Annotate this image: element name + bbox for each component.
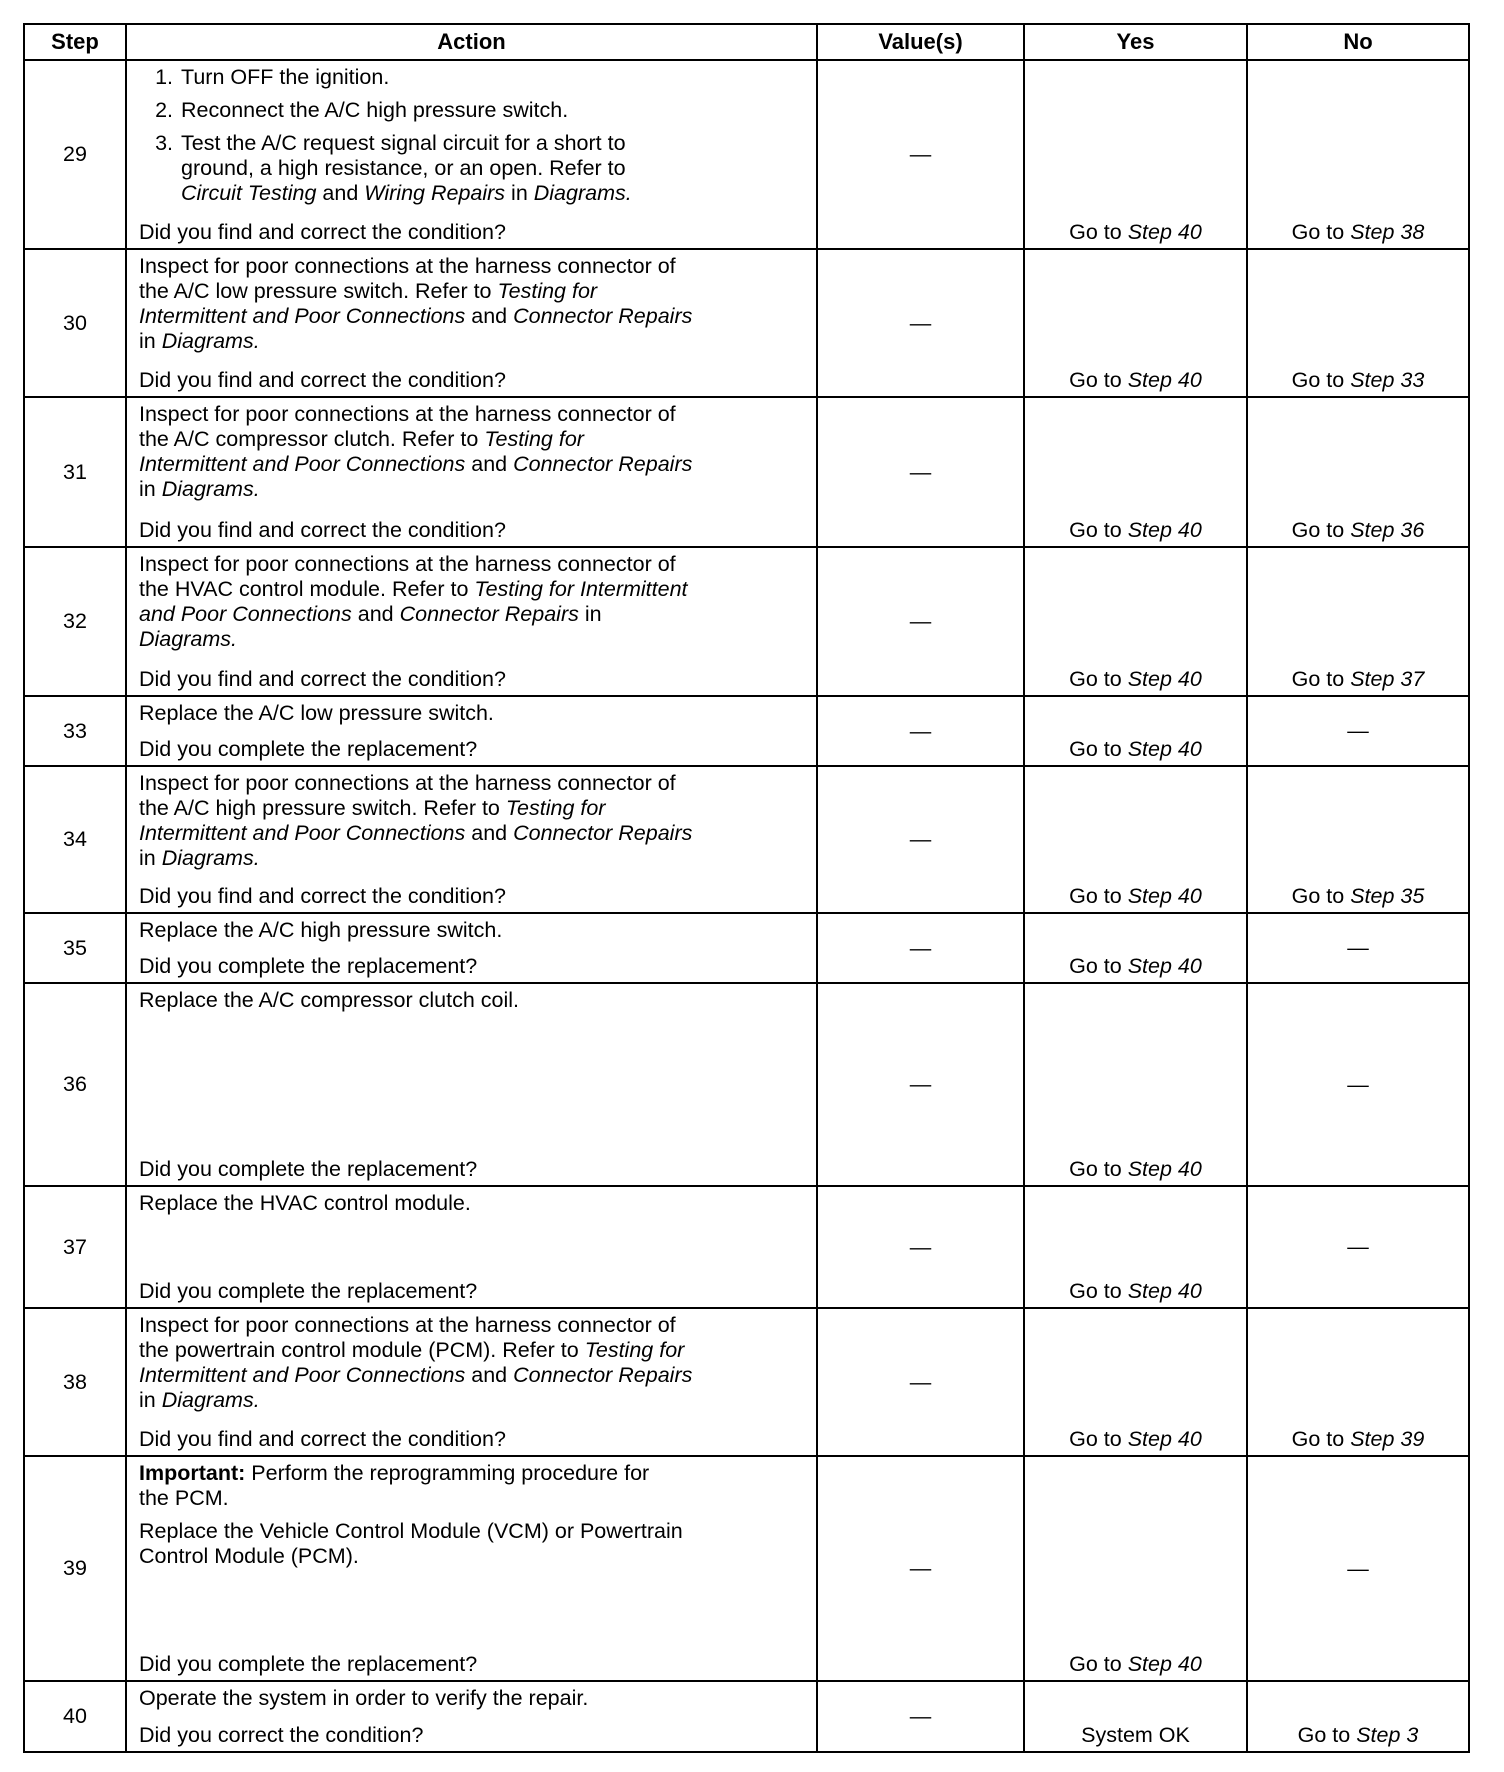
action-question: Did you complete the replacement? [139, 1157, 478, 1181]
action-line [181, 65, 389, 90]
yes-next-step-link[interactable] [1025, 884, 1246, 909]
step-reference: Step 35 [1350, 884, 1425, 908]
reference-link-text: Diagrams. [161, 329, 260, 353]
table-row [24, 249, 1469, 397]
go-to-text: Go to [1069, 368, 1128, 392]
action-question: Did you find and correct the condition? [139, 518, 506, 542]
reference-link-text: Diagrams. [139, 627, 237, 651]
action-paragraph [139, 918, 806, 943]
action-text [139, 701, 806, 726]
no-next-step-link[interactable] [1248, 1427, 1468, 1452]
yes-cell [1024, 547, 1247, 696]
action-text-segment: Inspect for poor connections at the harness connector of [139, 254, 676, 278]
list-text [181, 131, 632, 206]
action-cell [126, 397, 817, 547]
no-cell [1247, 1308, 1469, 1456]
action-text-segment: Inspect for poor connections at the harness connector of [139, 552, 676, 576]
action-paragraph [139, 131, 806, 206]
step-reference: Step 40 [1127, 1427, 1202, 1451]
step-reference: Step 40 [1127, 1652, 1202, 1676]
yes-next-step-link[interactable] [1025, 1723, 1246, 1748]
action-text [139, 988, 806, 1013]
header-step: Step [24, 24, 126, 60]
action-text-segment: Reconnect the A/C high pressure switch. [181, 98, 569, 122]
list-text [181, 65, 389, 90]
no-cell [1247, 983, 1469, 1186]
yes-next-step-link[interactable] [1025, 737, 1246, 762]
reference-link-text: Intermittent and Poor Connections [139, 1363, 466, 1387]
reference-link-text: Testing for [584, 1338, 685, 1362]
action-paragraph [139, 65, 806, 90]
yes-next-step-link[interactable] [1025, 954, 1246, 979]
go-to-text: Go to [1291, 1427, 1351, 1451]
action-line [139, 1486, 806, 1511]
go-to-text: System OK [1081, 1723, 1190, 1747]
action-line [139, 452, 806, 477]
go-to-text: Go to [1069, 1652, 1128, 1676]
yes-cell [1024, 983, 1247, 1186]
action-line [139, 796, 806, 821]
action-text-segment: and [465, 821, 514, 845]
action-text-segment: Turn OFF the ignition. [181, 65, 390, 89]
action-question: Did you find and correct the condition? [139, 1427, 506, 1451]
action-line [139, 846, 806, 871]
table-row [24, 913, 1469, 983]
step-reference: Step 40 [1127, 884, 1202, 908]
yes-next-step-link[interactable] [1025, 1652, 1246, 1677]
header-action: Action [126, 24, 817, 60]
no-cell [1247, 397, 1469, 547]
no-action-dash: — [1347, 1234, 1369, 1259]
reference-link-text: Testing for [505, 796, 606, 820]
action-text-segment: in [505, 181, 534, 205]
action-line [139, 1363, 806, 1388]
list-text [181, 98, 568, 123]
step-reference: Step 40 [1127, 518, 1202, 542]
action-line [139, 1313, 806, 1338]
action-text-segment: Control Module (PCM). [139, 1544, 359, 1568]
header-no: No [1247, 24, 1469, 60]
action-question: Did you complete the replacement? [139, 1279, 478, 1303]
action-text-segment: Inspect for poor connections at the harness connector of [139, 1313, 676, 1337]
value-cell: — [817, 1308, 1024, 1456]
reference-link-text: Connector Repairs [513, 304, 693, 328]
reference-link-text: Connector Repairs [513, 1363, 693, 1387]
yes-cell [1024, 766, 1247, 913]
action-text-segment: and [465, 304, 514, 328]
action-line [181, 131, 632, 156]
action-text-segment: Important: [139, 1461, 246, 1485]
action-text-segment: and [351, 602, 400, 626]
no-cell [1247, 547, 1469, 696]
action-text-segment: the A/C compressor clutch. Refer to [139, 427, 485, 451]
action-paragraph [139, 1519, 806, 1569]
step-reference: Step 39 [1350, 1427, 1425, 1451]
go-to-text: Go to [1069, 954, 1128, 978]
action-line [139, 402, 806, 427]
action-line [139, 1191, 806, 1216]
yes-cell [1024, 696, 1247, 766]
action-question: Did you find and correct the condition? [139, 368, 506, 392]
action-text-segment: in [139, 329, 162, 353]
action-line [139, 1544, 806, 1569]
no-next-step-link[interactable] [1248, 667, 1468, 692]
no-cell [1247, 60, 1469, 249]
yes-next-step-link[interactable] [1025, 1157, 1246, 1182]
value-cell: — [817, 249, 1024, 397]
action-text-segment: Test the A/C request signal circuit for a short to [181, 131, 626, 155]
action-text-segment: in [139, 1388, 162, 1412]
action-line [181, 156, 632, 181]
action-line [181, 181, 632, 206]
action-text [139, 402, 806, 502]
header-yes: Yes [1024, 24, 1247, 60]
action-text-segment: in [139, 846, 162, 870]
go-to-text: Go to [1291, 884, 1351, 908]
step-reference: Step 40 [1127, 954, 1202, 978]
yes-cell [1024, 913, 1247, 983]
step-reference: Step 40 [1127, 1279, 1202, 1303]
no-cell [1247, 913, 1469, 983]
action-text-segment: in [578, 602, 602, 626]
go-to-text: Go to [1069, 1279, 1128, 1303]
no-cell [1247, 1681, 1469, 1752]
value-cell: — [817, 1186, 1024, 1308]
step-number: 29 [24, 60, 126, 249]
reference-link-text: Testing for [484, 427, 584, 451]
action-paragraph [139, 98, 806, 123]
action-text-segment: Inspect for poor connections at the harness connector of [139, 771, 676, 795]
step-number: 36 [24, 983, 126, 1186]
action-cell [126, 249, 817, 397]
reference-link-text: and Poor Connections [139, 602, 352, 626]
no-action-dash: — [1347, 1556, 1369, 1580]
yes-next-step-link[interactable] [1025, 368, 1246, 393]
action-paragraph [139, 1461, 806, 1511]
value-cell: — [817, 397, 1024, 547]
go-to-text: Go to [1291, 368, 1351, 392]
action-paragraph [139, 701, 806, 726]
value-cell: — [817, 547, 1024, 696]
action-paragraph [139, 552, 806, 652]
action-line [139, 988, 806, 1013]
yes-next-step-link[interactable] [1025, 518, 1246, 543]
action-text [139, 254, 806, 354]
action-text-segment: Replace the Vehicle Control Module (VCM) or Powertrain [139, 1519, 683, 1543]
yes-next-step-link[interactable] [1025, 667, 1246, 692]
action-paragraph [139, 988, 806, 1013]
no-next-step-link[interactable] [1248, 1723, 1468, 1748]
yes-cell [1024, 1186, 1247, 1308]
action-line [139, 304, 806, 329]
go-to-text: Go to [1069, 737, 1128, 761]
reference-link-text: Intermittent and Poor Connections [139, 821, 466, 845]
reference-link-text: Diagrams. [161, 477, 260, 501]
action-line [139, 602, 806, 627]
action-cell [126, 913, 817, 983]
table-row [24, 60, 1469, 249]
action-text-segment: the powertrain control module (PCM). Refer to [139, 1338, 585, 1362]
reference-link-text: Diagrams. [161, 846, 260, 870]
go-to-text: Go to [1069, 220, 1128, 244]
step-number: 33 [24, 696, 126, 766]
action-line [139, 279, 806, 304]
action-question: Did you find and correct the condition? [139, 667, 506, 691]
value-cell: — [817, 766, 1024, 913]
reference-link-text: Intermittent and Poor Connections [139, 452, 466, 476]
step-reference: Step 40 [1127, 220, 1202, 244]
list-number: 1. [155, 65, 173, 89]
step-number: 37 [24, 1186, 126, 1308]
table-row [24, 547, 1469, 696]
action-question: Did you find and correct the condition? [139, 884, 506, 908]
action-line [139, 1519, 806, 1544]
go-to-text: Go to [1291, 518, 1351, 542]
action-text [139, 918, 806, 943]
action-text-segment: Replace the A/C low pressure switch. [139, 701, 494, 725]
step-reference: Step 40 [1127, 1157, 1202, 1181]
reference-link-text: Testing for [497, 279, 598, 303]
no-action-dash: — [1347, 1072, 1369, 1096]
action-text-segment: the HVAC control module. Refer to [139, 577, 475, 601]
action-question: Did you complete the replacement? [139, 737, 478, 761]
value-cell: — [817, 60, 1024, 249]
table-row [24, 397, 1469, 547]
value-cell: — [817, 1456, 1024, 1681]
action-cell [126, 1681, 817, 1752]
action-text-segment: and [465, 1363, 514, 1387]
action-cell [126, 1308, 817, 1456]
step-reference: Step 3 [1356, 1723, 1419, 1747]
action-line [139, 477, 806, 502]
yes-cell [1024, 1308, 1247, 1456]
table-row [24, 1186, 1469, 1308]
table-row [24, 696, 1469, 766]
yes-next-step-link[interactable] [1025, 220, 1246, 245]
step-reference: Step 40 [1127, 737, 1202, 761]
reference-link-text: Connector Repairs [513, 452, 693, 476]
action-cell [126, 983, 817, 1186]
action-text-segment: Replace the HVAC control module. [139, 1191, 471, 1215]
action-text-segment: Perform the reprogramming procedure for [245, 1461, 650, 1485]
action-text [139, 1461, 806, 1569]
step-reference: Step 40 [1127, 368, 1202, 392]
action-line [139, 329, 806, 354]
action-text-segment: the A/C high pressure switch. Refer to [139, 796, 506, 820]
action-question: Did you correct the condition? [139, 1723, 424, 1747]
action-text [139, 771, 806, 871]
list-number: 2. [155, 98, 173, 122]
action-line [139, 1338, 806, 1363]
action-text-segment: and [465, 452, 514, 476]
action-text-segment: Replace the A/C compressor clutch coil. [139, 988, 519, 1012]
action-text-segment: the A/C low pressure switch. Refer to [139, 279, 498, 303]
go-to-text: Go to [1291, 667, 1351, 691]
go-to-text: Go to [1069, 1157, 1128, 1181]
yes-cell [1024, 397, 1247, 547]
action-text-segment: ground, a high resistance, or an open. Refer to [181, 156, 626, 180]
step-number: 39 [24, 1456, 126, 1681]
go-to-text: Go to [1069, 884, 1128, 908]
action-paragraph [139, 1686, 806, 1711]
header-row [24, 24, 1469, 60]
action-paragraph [139, 254, 806, 354]
action-text-segment: Operate the system in order to verify the repair. [139, 1686, 589, 1710]
action-line [139, 771, 806, 796]
value-cell: — [817, 1681, 1024, 1752]
go-to-text: Go to [1297, 1723, 1357, 1747]
action-text [139, 552, 806, 652]
step-number: 30 [24, 249, 126, 397]
yes-cell [1024, 60, 1247, 249]
no-action-dash: — [1347, 935, 1369, 960]
action-text-segment: Inspect for poor connections at the harness connector of [139, 402, 676, 426]
go-to-text: Go to [1291, 220, 1351, 244]
action-line [181, 98, 568, 123]
action-text-segment: Replace the A/C high pressure switch. [139, 918, 503, 942]
no-cell [1247, 1456, 1469, 1681]
action-cell [126, 1456, 817, 1681]
step-reference: Step 33 [1350, 368, 1425, 392]
step-number: 32 [24, 547, 126, 696]
action-text-segment: the PCM. [139, 1486, 229, 1510]
action-question: Did you complete the replacement? [139, 954, 478, 978]
no-cell [1247, 1186, 1469, 1308]
go-to-text: Go to [1069, 1427, 1128, 1451]
table-row [24, 983, 1469, 1186]
reference-link-text: Wiring Repairs [364, 181, 506, 205]
yes-cell [1024, 1456, 1247, 1681]
action-cell [126, 696, 817, 766]
step-number: 34 [24, 766, 126, 913]
header-values: Value(s) [817, 24, 1024, 60]
action-paragraph [139, 402, 806, 502]
action-text [139, 65, 806, 206]
action-line [139, 552, 806, 577]
yes-cell [1024, 1681, 1247, 1752]
action-line [139, 427, 806, 452]
no-next-step-link[interactable] [1248, 368, 1468, 393]
action-text-segment: in [139, 477, 162, 501]
no-next-step-link[interactable] [1248, 884, 1468, 909]
step-number: 35 [24, 913, 126, 983]
value-cell: — [817, 696, 1024, 766]
table-row [24, 1456, 1469, 1681]
action-cell [126, 547, 817, 696]
action-cell [126, 766, 817, 913]
step-number: 40 [24, 1681, 126, 1752]
list-number: 3. [155, 131, 173, 155]
action-line [139, 1461, 806, 1486]
action-cell [126, 60, 817, 249]
no-cell [1247, 249, 1469, 397]
action-text [139, 1313, 806, 1413]
no-action-dash: — [1347, 718, 1369, 743]
reference-link-text: Connector Repairs [399, 602, 579, 626]
table-row [24, 1308, 1469, 1456]
action-line [139, 918, 806, 943]
yes-cell [1024, 249, 1247, 397]
action-paragraph [139, 1191, 806, 1216]
step-reference: Step 38 [1350, 220, 1425, 244]
action-line [139, 701, 806, 726]
action-question: Did you complete the replacement? [139, 1652, 478, 1676]
reference-link-text: Circuit Testing [181, 181, 317, 205]
step-reference: Step 40 [1127, 667, 1202, 691]
reference-link-text: Testing for Intermittent [474, 577, 688, 601]
action-paragraph [139, 771, 806, 871]
value-cell: — [817, 983, 1024, 1186]
step-number: 31 [24, 397, 126, 547]
reference-link-text: Diagrams. [533, 181, 632, 205]
action-line [139, 577, 806, 602]
step-reference: Step 36 [1350, 518, 1425, 542]
reference-link-text: Intermittent and Poor Connections [139, 304, 466, 328]
action-line [139, 1686, 806, 1711]
action-text-segment: and [316, 181, 365, 205]
value-cell: — [817, 913, 1024, 983]
reference-link-text: Diagrams. [161, 1388, 260, 1412]
action-line [139, 254, 806, 279]
table-row [24, 1681, 1469, 1752]
no-next-step-link[interactable] [1248, 518, 1468, 543]
action-line [139, 821, 806, 846]
yes-next-step-link[interactable] [1025, 1279, 1246, 1304]
action-text [139, 1686, 806, 1711]
no-cell [1247, 696, 1469, 766]
step-number: 38 [24, 1308, 126, 1456]
action-text [139, 1191, 806, 1216]
no-cell [1247, 766, 1469, 913]
action-cell [126, 1186, 817, 1308]
no-next-step-link[interactable] [1248, 220, 1468, 245]
table-row [24, 766, 1469, 913]
action-line [139, 1388, 806, 1413]
action-line [139, 627, 806, 652]
action-question: Did you find and correct the condition? [139, 220, 506, 244]
go-to-text: Go to [1069, 667, 1128, 691]
action-paragraph [139, 1313, 806, 1413]
yes-next-step-link[interactable] [1025, 1427, 1246, 1452]
reference-link-text: Connector Repairs [513, 821, 693, 845]
step-reference: Step 37 [1350, 667, 1425, 691]
go-to-text: Go to [1069, 518, 1128, 542]
diagnostic-table [23, 23, 1470, 1753]
